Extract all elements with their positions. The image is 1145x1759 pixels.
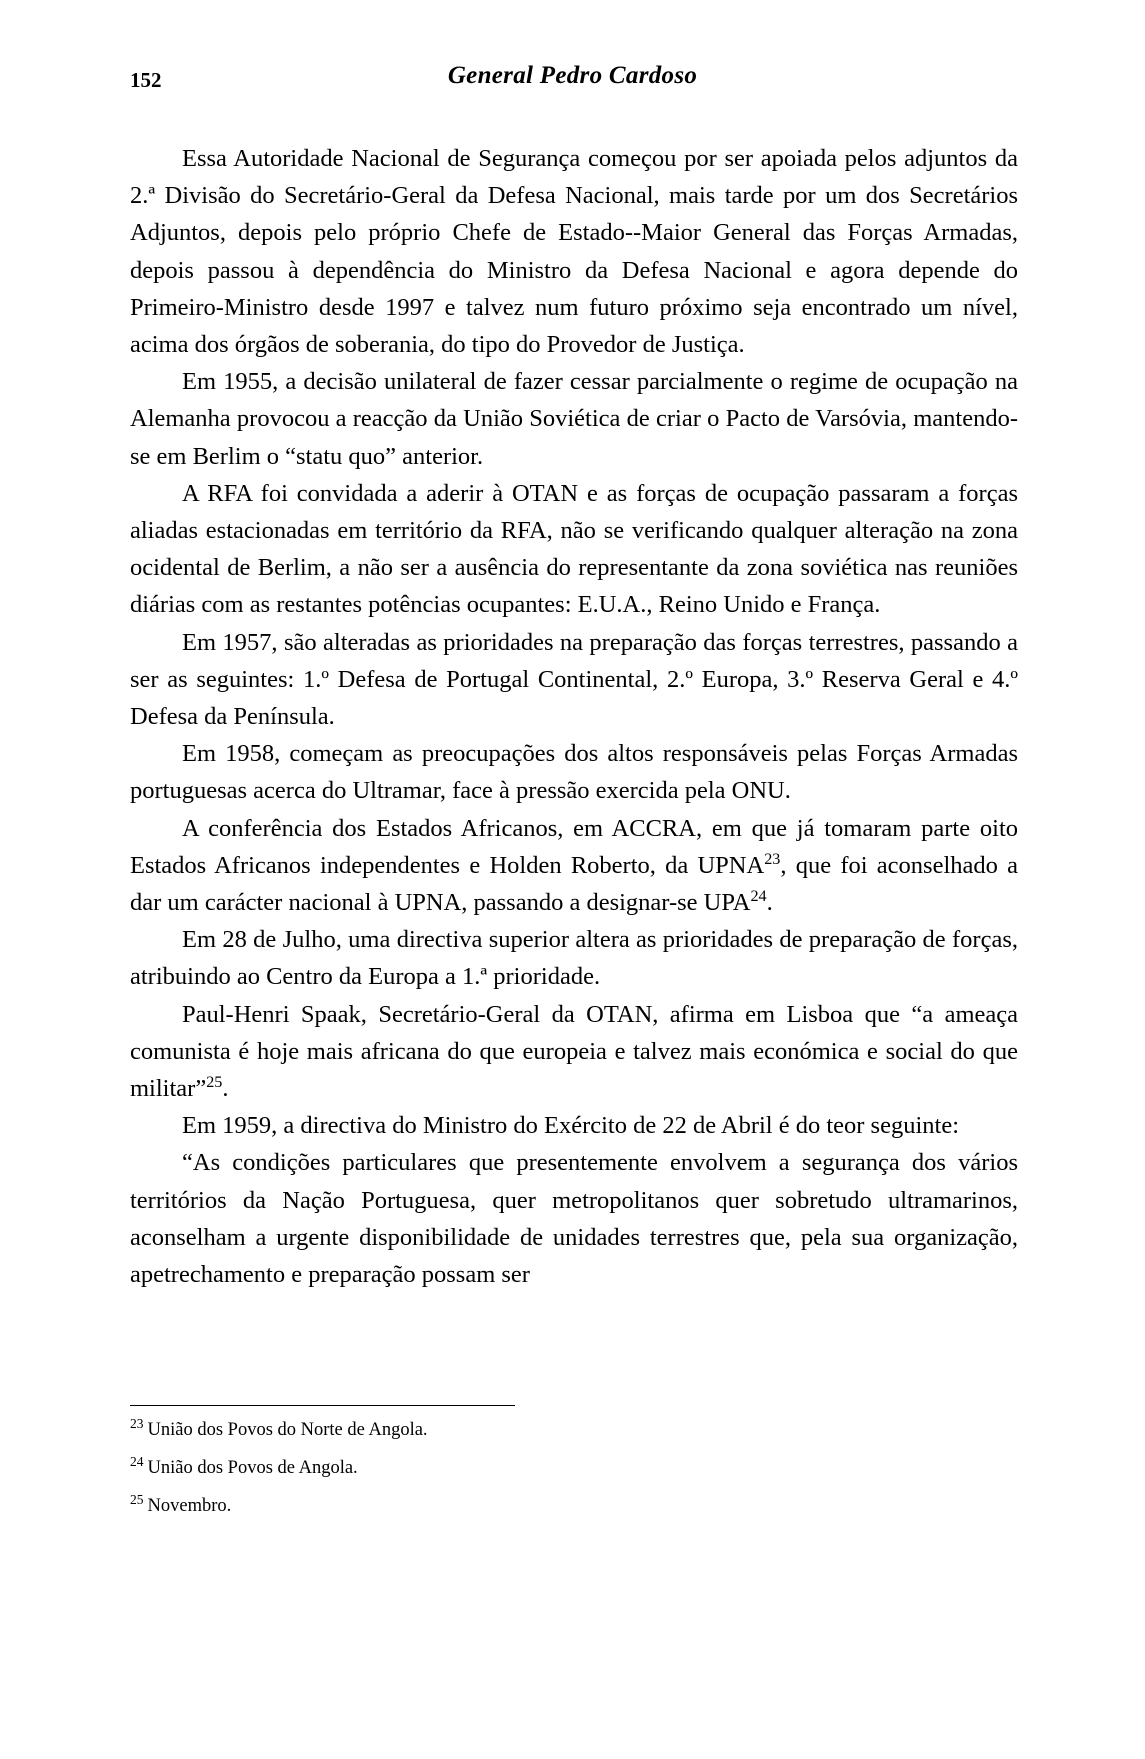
footnote (130, 1453, 1018, 1480)
paragraph-with-footnote-ref (130, 996, 1018, 1108)
page-header (130, 62, 1015, 96)
body-text (130, 140, 1018, 1293)
paragraph-text-part: . (222, 1075, 229, 1103)
footnote-area (130, 1405, 1018, 1532)
footnote-ref-24[interactable]: 24 (750, 887, 767, 905)
paragraph-text-part: Paul-Henri Spaak, Secretário-Geral da OTAN, afirma em Lisboa que “a ameaça comunista é hoje mais africana do que europeia e talvez mais económica e social do que militar” (130, 1000, 1018, 1103)
paragraph: Em 1958, começam as preocupações dos altos responsáveis pelas Forças Armadas portuguesas acerca do Ultramar, face à pressão exercida pela ONU. (130, 740, 1018, 805)
footnote-text: Novembro. (147, 1496, 232, 1516)
page-number: 152 (130, 68, 162, 92)
footnote-number: 25 (130, 1491, 144, 1507)
paragraph: “As condições particulares que presentemente envolvem a segurança dos vários territórios da Nação Portuguesa, quer metropolitanos quer sobretudo ultramarinos, aconselham a urgente disponibilidade de unidades terrestres que, pela sua organização, apetrechamento e preparação possam ser (130, 1149, 1018, 1289)
paragraph-with-footnote-refs (130, 810, 1018, 922)
running-title: General Pedro Cardoso (447, 62, 698, 89)
paragraph: Essa Autoridade Nacional de Segurança começou por ser apoiada pelos adjuntos da 2.ª Divisão do Secretário-Geral da Defesa Nacional, mais tarde por um dos Secretários Adjuntos, depois pelo próprio Chefe de Estado--Maior General das Forças Armadas, depois passou à dependência do Ministro da Defesa Nacional e agora depende do Primeiro-Ministro desde 1997 e talvez num futuro próximo seja encontrado um nível, acima dos órgãos de soberania, do tipo do Provedor de Justiça. (130, 145, 1018, 359)
paragraph: Em 1957, são alteradas as prioridades na preparação das forças terrestres, passando a ser as seguintes: 1.º Defesa de Portugal Continental, 2.º Europa, 3.º Reserva Geral e 4.º Defesa da Península. (130, 628, 1018, 731)
footnote-ref-23[interactable]: 23 (764, 850, 781, 868)
paragraph-text-part: A conferência dos Estados Africanos, em ACCRA, em que já tomaram parte oito Estados Africanos independentes e Holden Roberto, da UPNA (130, 814, 1018, 879)
footnote-number: 23 (130, 1415, 144, 1431)
footnote-number: 24 (130, 1453, 144, 1469)
footnote-text: União dos Povos de Angola. (147, 1458, 358, 1478)
paragraph: Em 28 de Julho, uma directiva superior altera as prioridades de preparação de forças, atribuindo ao Centro da Europa a 1.ª prioridade. (130, 926, 1018, 991)
paragraph: A RFA foi convidada a aderir à OTAN e as forças de ocupação passaram a forças aliadas estacionadas em território da RFA, não se verificando qualquer alteração na zona ocidental de Berlim, a não ser a ausência do representante da zona soviética nas reuniões diárias com as restantes potências ocupantes: E.U.A., Reino Unido e França. (130, 479, 1018, 619)
footnote-ref-25[interactable]: 25 (206, 1073, 223, 1091)
paragraph-text-part: . (766, 889, 773, 917)
footnote (130, 1415, 1018, 1442)
paragraph: Em 1955, a decisão unilateral de fazer cessar parcialmente o regime de ocupação na Alemanha provocou a reacção da União Soviética de criar o Pacto de Varsóvia, mantendo-se em Berlim o “statu quo” anterior. (130, 368, 1018, 470)
paragraph: Em 1959, a directiva do Ministro do Exército de 22 de Abril é do teor seguinte: (182, 1112, 960, 1140)
footnote (130, 1491, 1018, 1518)
footnote-text: União dos Povos do Norte de Angola. (147, 1420, 428, 1440)
footnote-separator (130, 1405, 515, 1406)
paragraph-text-part: , que foi aconselhado a dar um carácter nacional à UPNA, passando a designar-se UPA (130, 851, 1018, 917)
